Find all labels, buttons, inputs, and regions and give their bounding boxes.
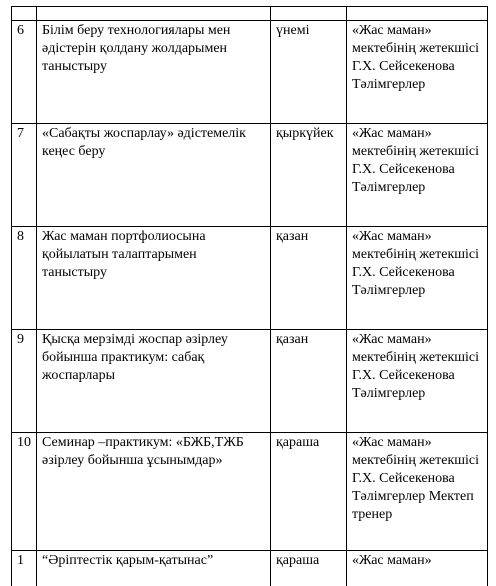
table-row <box>12 330 488 433</box>
table-row <box>12 124 488 227</box>
row-date: қыркүйек <box>271 124 347 227</box>
row-number: 9 <box>12 330 37 433</box>
row-number: 7 <box>12 124 37 227</box>
table-row <box>12 227 488 330</box>
row-number: 1 <box>12 551 37 586</box>
table-row <box>12 21 488 124</box>
table-row <box>12 7 488 21</box>
row-date: қараша <box>271 433 347 551</box>
row-number: 10 <box>12 433 37 551</box>
row-date: қазан <box>271 330 347 433</box>
plan-table <box>11 6 488 586</box>
row-number: 6 <box>12 21 37 124</box>
row-responsible: «Жас маман» мектебінің жетекшісі Г.Х. Сейсекенова Тәлімгерлер <box>347 124 488 227</box>
row-number <box>12 7 37 21</box>
row-topic: Семинар –практикум: «БЖБ,ТЖБ әзірлеу бойынша ұсынымдар» <box>37 433 271 551</box>
table-row <box>12 433 488 551</box>
row-topic: “Әріптестік қарым-қатынас” <box>37 551 271 586</box>
row-responsible: «Жас маман» мектебінің жетекшісі Г.Х. Сейсекенова Тәлімгерлер <box>347 330 488 433</box>
row-number: 8 <box>12 227 37 330</box>
table-row <box>12 551 488 586</box>
row-responsible: «Жас маман» мектебінің жетекшісі Г.Х. Сейсекенова Тәлімгерлер Мектеп тренер <box>347 433 488 551</box>
row-topic: «Сабақты жоспарлау» әдістемелік кеңес беру <box>37 124 271 227</box>
row-date: қараша <box>271 551 347 586</box>
row-date: үнемі <box>271 21 347 124</box>
row-topic: Білім беру технологиялары мен әдістерін қолдану жолдарымен таныстыру <box>37 21 271 124</box>
row-topic: Қысқа мерзімді жоспар әзірлеу бойынша практикум: сабақ жоспарлары <box>37 330 271 433</box>
row-date <box>271 7 347 21</box>
row-topic <box>37 7 271 21</box>
row-responsible: «Жас маман» мектебінің жетекшісі Г.Х. Сейсекенова Тәлімгерлер <box>347 227 488 330</box>
row-date: қазан <box>271 227 347 330</box>
row-responsible: «Жас маман» <box>347 551 488 586</box>
row-responsible <box>347 7 488 21</box>
row-topic: Жас маман портфолиосына қойылатын талаптарымен таныстыру <box>37 227 271 330</box>
row-responsible: «Жас маман» мектебінің жетекшісі Г.Х. Сейсекенова Тәлімгерлер <box>347 21 488 124</box>
